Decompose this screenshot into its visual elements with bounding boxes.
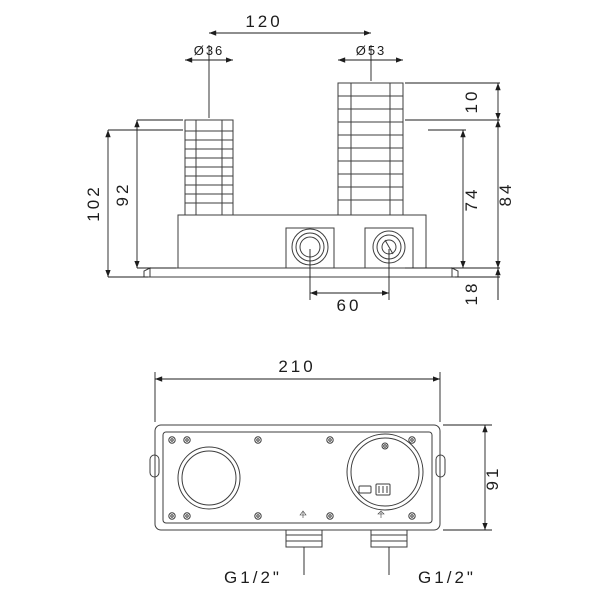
dim-height-102: 102 <box>84 184 103 222</box>
dim-height-91: 91 <box>483 465 502 491</box>
dim-height-84: 84 <box>496 181 515 207</box>
left-spindle <box>185 120 233 215</box>
dim-height-18: 18 <box>462 280 481 306</box>
dim-centers-60: 60 <box>336 296 362 315</box>
dim-height-92: 92 <box>113 181 132 207</box>
dim-dia-53: Ø53 <box>355 43 387 58</box>
base-plate <box>150 268 452 277</box>
right-spindle <box>338 83 403 215</box>
plan-inlet-left <box>286 530 322 547</box>
label-inlet-right: G1/2" <box>418 568 476 587</box>
label-inlet-left: G1/2" <box>224 568 282 587</box>
plan-inlet-right <box>371 530 407 547</box>
dim-width-120: 120 <box>245 12 283 31</box>
dim-width-210: 210 <box>278 357 316 376</box>
dim-height-74: 74 <box>462 186 481 212</box>
dim-height-10: 10 <box>462 88 481 114</box>
plan-view <box>150 425 445 547</box>
dim-dia-36: Ø36 <box>193 43 225 58</box>
right-foot-tab <box>452 268 458 277</box>
left-foot-tab <box>144 268 150 277</box>
front-elevation-view <box>144 83 458 277</box>
